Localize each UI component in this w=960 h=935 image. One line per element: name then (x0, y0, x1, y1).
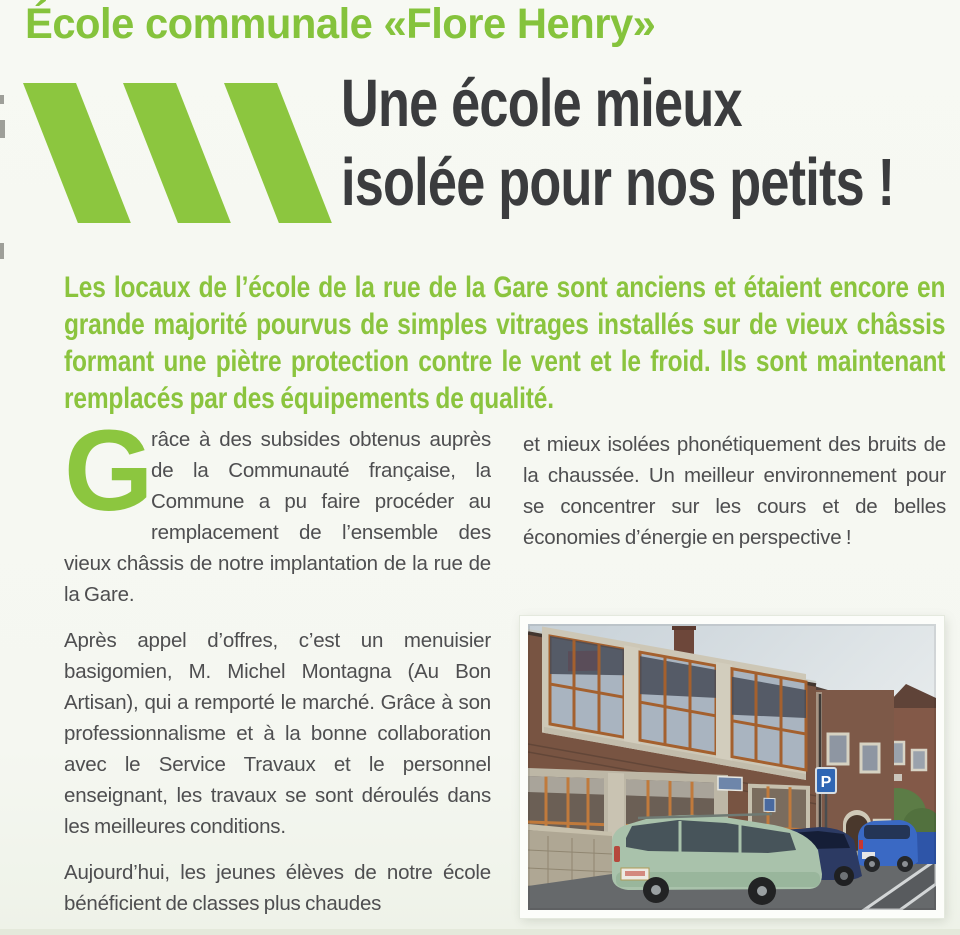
paragraph-2: Après appel d’offres, c’est un menuisier basigomien, M. Michel Montagna (Au Bon Artisan), qui a remporté le marché. Grâce à son professionnalisme et à la bonne collaboration avec le Service Travaux et le personnel enseignant, les travaux se sont déroulés dans les meilleures conditions. (64, 629, 491, 838)
paragraph-1-text: râce à des subsides obtenus auprès de la Communauté française, la Commune a pu faire procéder au remplacement de l’ensemble des vieux châssis de notre implantation de la rue de la Gare. (64, 428, 491, 606)
article-column-left (64, 424, 491, 935)
paragraph-3: Aujourd’hui, les jeunes élèves de notre école bénéficient de classes plus chaudes (64, 861, 491, 915)
headline-line-2: isolée pour nos petits ! (341, 145, 895, 220)
article-headline (341, 64, 894, 222)
headline-line-1: Une école mieux (341, 66, 742, 141)
school-photo (520, 616, 944, 918)
stripe-icon (23, 83, 131, 223)
article-column-right (523, 429, 946, 568)
drop-cap: G (64, 424, 154, 535)
article-lede: Les locaux de l’école de la rue de la Gare sont anciens et étaient encore en grande majorité pourvus de simples vitrages installés sur de vieux châssis formant une piètre protection contre le vent et le froid. Ils sont maintenant remplacés par des équipements de qualité. (64, 271, 946, 415)
paragraph-1 (64, 424, 491, 610)
brand-stripes-logo (23, 83, 333, 223)
scan-artifact (0, 95, 4, 104)
page-kicker: École communale «Flore Henry» (25, 0, 656, 48)
stripe-icon (224, 83, 332, 223)
stripe-icon (123, 83, 231, 223)
scan-artifact (0, 243, 4, 259)
scan-artifact (0, 120, 5, 138)
school-photo-illustration (528, 624, 936, 910)
scan-bottom-edge (0, 929, 960, 935)
paragraph-4: et mieux isolées phonétiquement des bruits de la chaussée. Un meilleur environnement pour se concentrer sur les cours et de belles économies d’énergie en perspective ! (523, 433, 946, 549)
parking-sign-letter: P (820, 774, 832, 791)
